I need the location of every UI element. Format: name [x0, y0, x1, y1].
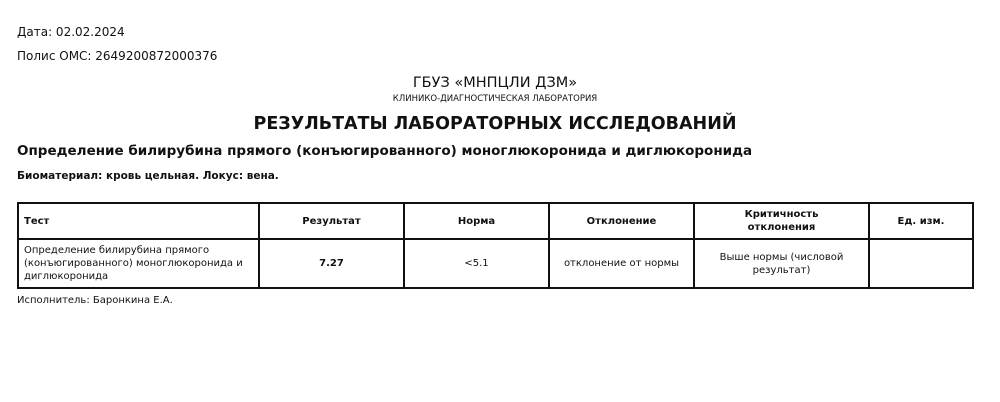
column-header-result: Результат: [259, 203, 404, 239]
cell-result: 7.27: [259, 239, 404, 288]
biomaterial: Биоматериал: кровь цельная. Локус: вена.: [17, 170, 279, 182]
cell-test: Определение билирубина прямого (конъюгированного) моноглюкоронида и диглюкоронида: [18, 239, 259, 288]
test-title: Определение билирубина прямого (конъюгированного) моноглюкоронида и диглюкоронида: [17, 143, 753, 159]
date: Дата: 02.02.2024: [17, 25, 125, 39]
cell-norm: <5.1: [404, 239, 549, 288]
column-header-norm: Норма: [404, 203, 549, 239]
document-title: РЕЗУЛЬТАТЫ ЛАБОРАТОРНЫХ ИССЛЕДОВАНИЙ: [253, 114, 737, 134]
performer: Исполнитель: Баронкина Е.А.: [17, 295, 173, 306]
table-row: [18, 239, 973, 288]
table-header-row: [18, 203, 973, 239]
column-header-criticality: Критичность отклонения: [694, 203, 869, 239]
column-header-deviation: Отклонение: [549, 203, 694, 239]
organization-name: ГБУЗ «МНПЦЛИ ДЗМ»: [412, 75, 578, 91]
laboratory-name: КЛИНИКО-ДИАГНОСТИЧЕСКАЯ ЛАБОРАТОРИЯ: [392, 94, 598, 104]
column-header-test: Тест: [18, 203, 259, 239]
cell-unit: [869, 239, 973, 288]
cell-criticality: Выше нормы (числовой результат): [694, 239, 869, 288]
insurance-policy: Полис ОМС: 2649200872000376: [17, 49, 218, 63]
cell-deviation: отклонение от нормы: [549, 239, 694, 288]
column-header-unit: Ед. изм.: [869, 203, 973, 239]
results-table: [17, 202, 974, 289]
